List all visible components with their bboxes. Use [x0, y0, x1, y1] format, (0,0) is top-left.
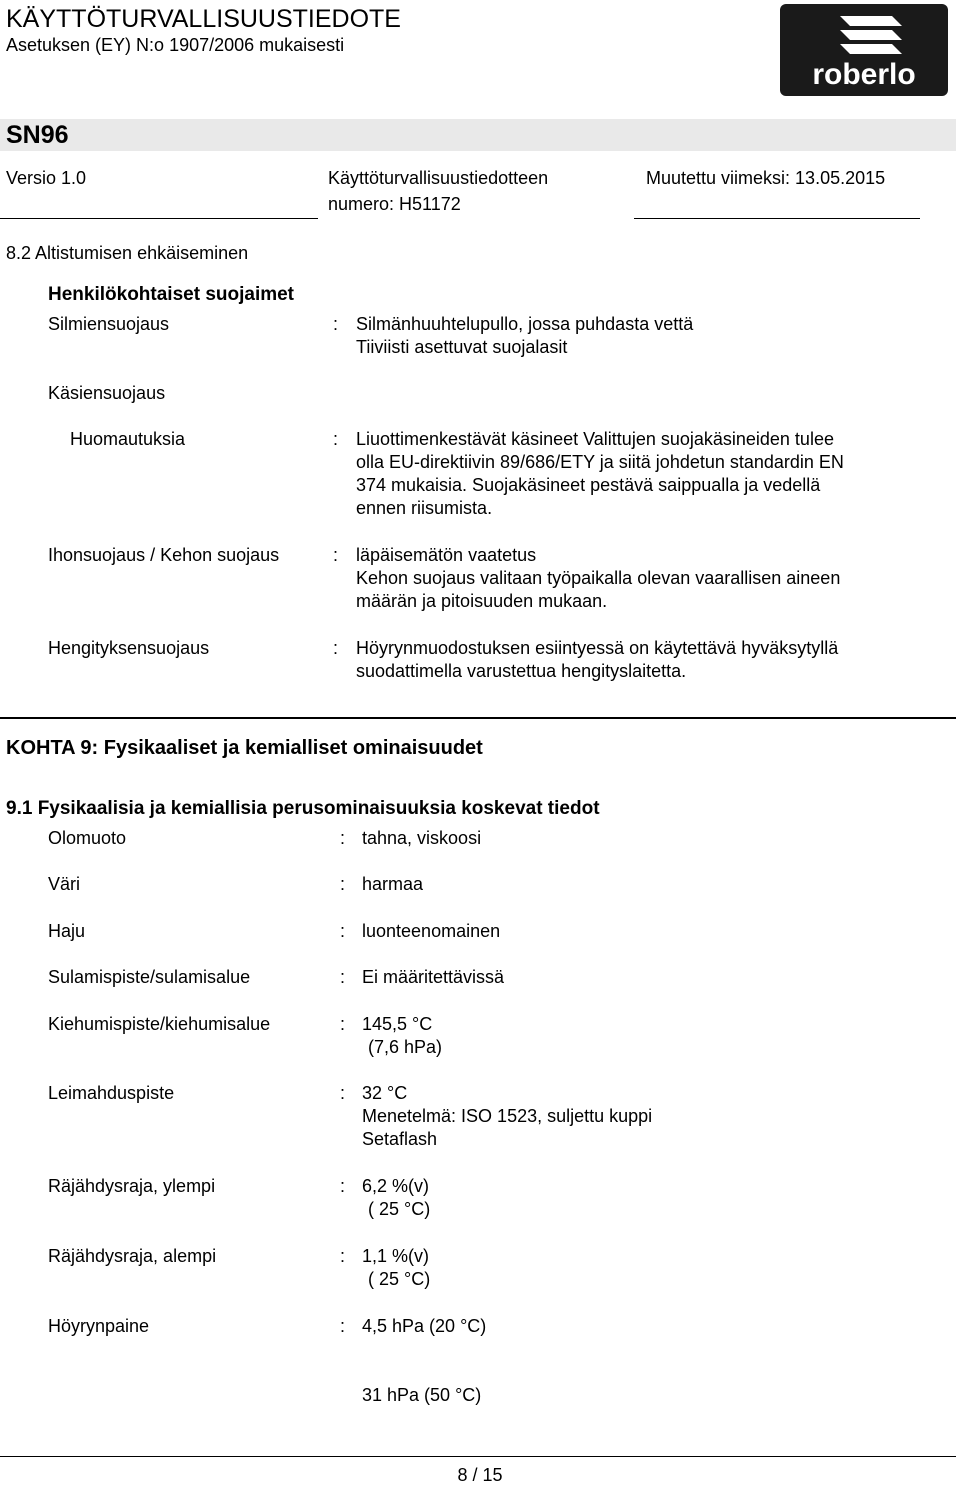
colon: : — [333, 429, 339, 449]
roberlo-logo — [780, 4, 948, 96]
footer-rule — [0, 1456, 956, 1457]
colon: : — [333, 314, 339, 334]
melting-point-label: Sulamispiste/sulamisalue — [48, 967, 251, 987]
section-9-1-heading: 9.1 Fysikaalisia ja kemiallisia perusominaisuuksia koskevat tiedot — [6, 798, 600, 819]
eye-protection-label: Silmiensuojaus — [48, 314, 170, 334]
respiratory-protection-value: Höyrynmuodostuksen esiintyessä on käytettävä hyväksytyllä suodattimella varustettua hengityslaitetta. — [356, 638, 839, 681]
colon: : — [340, 967, 346, 987]
version-label: Versio 1.0 — [6, 168, 87, 188]
logo-text: roberlo — [812, 58, 916, 91]
ppe-heading: Henkilökohtaiset suojaimet — [48, 284, 295, 305]
header-rule-right — [634, 218, 920, 219]
eye-protection-value: Silmänhuuhtelupullo, jossa puhdasta vettä Tiiviisti asettuvat suojalasit — [356, 314, 694, 357]
flash-point-label: Leimahduspiste — [48, 1083, 175, 1103]
header-rule-left — [0, 218, 318, 219]
document-subtitle: Asetuksen (EY) N:o 1907/2006 mukaisesti — [6, 35, 345, 55]
lower-explosion-limit-label: Räjähdysraja, alempi — [48, 1246, 217, 1266]
boiling-point-value: 145,5 °C (7,6 hPa) — [362, 1014, 443, 1057]
sds-number-line2: numero: H51172 — [328, 194, 461, 214]
section-9-rule — [0, 717, 956, 719]
product-bar — [0, 119, 956, 151]
appearance-value: tahna, viskoosi — [362, 828, 482, 848]
colon: : — [340, 828, 346, 848]
remarks-label: Huomautuksia — [70, 429, 186, 449]
document-title: KÄYTTÖTURVALLISUUSTIEDOTE — [6, 5, 401, 33]
odor-value: luonteenomainen — [362, 921, 501, 941]
colon: : — [340, 1246, 346, 1266]
roberlo-emblem-icon — [840, 16, 902, 54]
colon: : — [340, 1176, 346, 1196]
remarks-value: Liuottimenkestävät käsineet Valittujen suojakäsineiden tulee olla EU-direktiivin 89/686/ETY ja siitä johdetun standardin EN 374 mukaisia. Suojakäsineet pestävä saippualla ja vedellä ennen riisumista. — [356, 429, 844, 518]
melting-point-value: Ei määritettävissä — [362, 967, 505, 987]
colon: : — [340, 1083, 346, 1103]
skin-protection-label: Ihonsuojaus / Kehon suojaus — [48, 545, 280, 565]
page-number: 8 / 15 — [457, 1465, 503, 1485]
lower-explosion-limit-value: 1,1 %(v) ( 25 °C) — [362, 1246, 431, 1289]
colon: : — [340, 874, 346, 894]
vapor-pressure-label: Höyrynpaine — [48, 1316, 150, 1336]
sds-number-line1: Käyttöturvallisuustiedotteen — [328, 168, 549, 188]
product-code: SN96 — [6, 121, 69, 149]
colon: : — [340, 1316, 346, 1336]
color-value: harmaa — [362, 874, 424, 894]
hand-protection-label: Käsiensuojaus — [48, 383, 166, 403]
vapor-pressure-value: 4,5 hPa (20 °C) — [362, 1316, 487, 1336]
skin-protection-value: läpäisemätön vaatetus Kehon suojaus valitaan työpaikalla olevan vaarallisen aineen määrän ja pitoisuuden mukaan. — [356, 545, 841, 611]
respiratory-protection-label: Hengityksensuojaus — [48, 638, 210, 658]
colon: : — [333, 638, 339, 658]
section-9-title: KOHTA 9: Fysikaaliset ja kemialliset ominaisuudet — [6, 737, 483, 759]
odor-label: Haju — [48, 921, 86, 941]
colon: : — [340, 1014, 346, 1034]
section-8-2-heading: 8.2 Altistumisen ehkäiseminen — [6, 243, 249, 263]
colon: : — [333, 545, 339, 565]
upper-explosion-limit-value: 6,2 %(v) ( 25 °C) — [362, 1176, 431, 1219]
revision-date: Muutettu viimeksi: 13.05.2015 — [646, 168, 886, 188]
vapor-pressure-value-2: 31 hPa (50 °C) — [362, 1385, 482, 1405]
appearance-label: Olomuoto — [48, 828, 127, 848]
flash-point-value: 32 °C Menetelmä: ISO 1523, suljettu kuppi Setaflash — [362, 1083, 653, 1149]
colon: : — [340, 921, 346, 941]
boiling-point-label: Kiehumispiste/kiehumisalue — [48, 1014, 271, 1034]
color-label: Väri — [48, 874, 81, 894]
upper-explosion-limit-label: Räjähdysraja, ylempi — [48, 1176, 216, 1196]
